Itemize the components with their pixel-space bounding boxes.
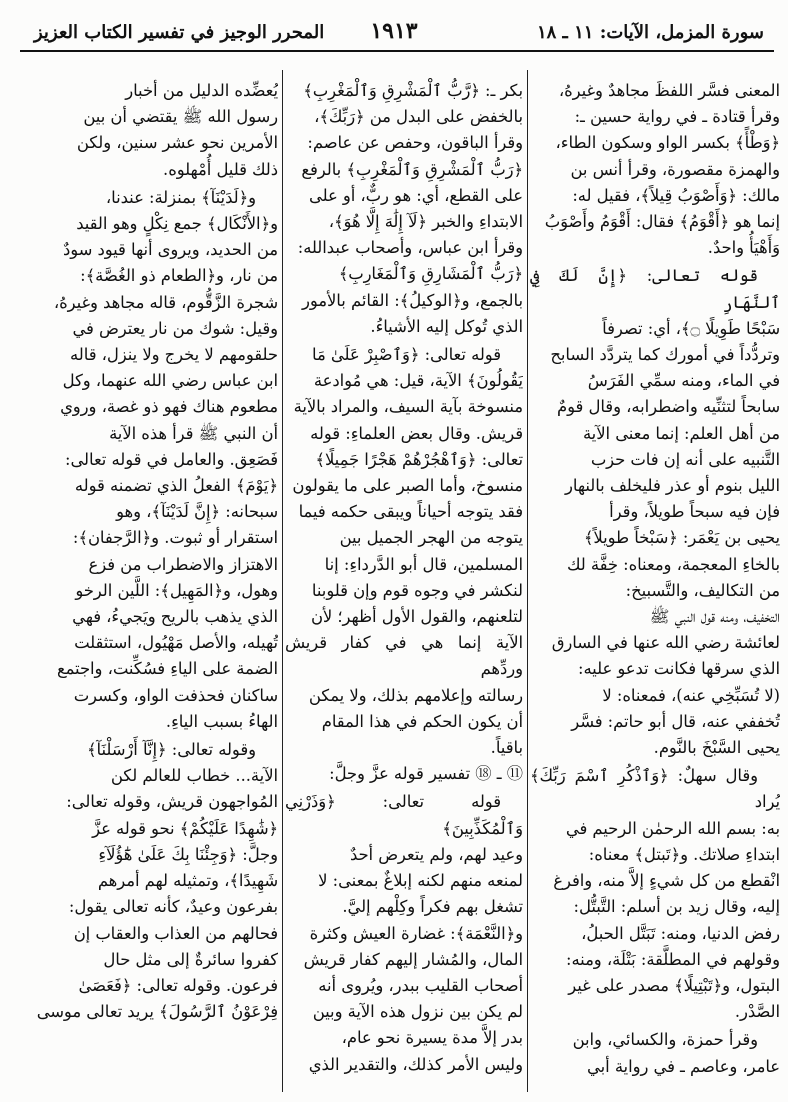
text-line: الليل بنوم أو عذر فليخلف بالنهار — [565, 476, 780, 496]
text-line: الصَّدْر. — [734, 1002, 780, 1022]
text-line: بكر ـ: ﴿رَّبُّ ٱلْمَشْرِقِ وَٱلْمَغْرِبِ﴾ — [303, 81, 523, 100]
text-line: (لا تُسَبِّخِي عنه)، فمعناه: لا — [602, 685, 780, 705]
text-line: يتوجه من الهجر الجميل بين — [339, 528, 523, 548]
text-line: من نار، و﴿الطعام ذو الغُصَّة﴾: — [80, 266, 278, 286]
header-rule — [20, 50, 774, 52]
text-line: التخفيف، ومنه قول النبي ﷺ — [649, 607, 780, 627]
text-line: فرعون. وقوله تعالى: ﴿فَعَصَىٰ — [78, 975, 278, 995]
text-line: الذي يذهب بالريح ويَجيءُ، فهي — [72, 607, 278, 627]
text-line: سبحانه: ﴿إِنَّ لَدَيْنَآ﴾، وهو — [116, 502, 278, 522]
text-line: ابتداءِ صلاتك. و﴿تَبتل﴾ معناه: — [588, 844, 780, 864]
text-line: وقرأ حمزة، والكسائي، وابن — [572, 1030, 758, 1050]
text-line: يحيى بن يَعْمَر: ﴿سَبْخاً طويلاً﴾ — [583, 528, 780, 548]
text-line: وقال سهلٌ: ﴿وَٱذْكُرِ ٱسْمَ رَبِّكَ﴾ يُراد — [530, 766, 780, 812]
text-line: والهمزة مقصورة، وقرأ أنس بن — [570, 159, 780, 179]
text-line: باقياً. — [490, 738, 523, 758]
text-line: قريش. وقال بعض العلماءِ: قوله — [310, 423, 523, 443]
text-line: وعيد لهم، ولم يتعرض أحدٌ — [349, 844, 523, 864]
text-line: يحيى السَّبْخَ بالنَّوم. — [653, 738, 780, 758]
text-line: رسالته وإعلامهم بذلك، ولا يمكن — [308, 685, 523, 705]
text-column-right — [530, 78, 780, 1088]
text-line: ﴿يَوْمَ﴾ الفعلُ الذي تضمنه قوله — [74, 476, 278, 496]
text-line: حلقومهم لا يخرج ولا ينزل، قاله — [70, 345, 278, 365]
text-line: شَهِيدًا﴾، وتمثيله لهم أمرهم — [97, 871, 278, 891]
text-line: لنكشر في وجوه قوم وإن قلوبنا — [311, 580, 523, 600]
text-line: وقرأ الباقون، وحفص عن عاصم: — [307, 133, 523, 153]
text-line: سَبْحًا طَوِيلًا ۝﴾، أي: تصرفاً — [602, 318, 780, 338]
text-line: فحالهم من العذاب والعقاب إن — [73, 923, 278, 943]
text-line: و﴿لَدَيْنَآ﴾ بمنزلة: عندنا، — [105, 187, 256, 207]
text-column-left — [35, 78, 278, 1088]
text-line: وقرأ قتادة ـ في رواية حسين ـ: — [574, 107, 780, 127]
text-line: وجلَّ: ﴿وَجِئْنَا بِكَ عَلَىٰ هَٰٓؤُلَآءِ — [98, 844, 278, 864]
text-line: قوله تعالى: ﴿إِنَّ لَكَ فِي ٱلنَّهَارِ — [530, 266, 780, 312]
text-line: لعائشة رضي الله عنها في السارق — [551, 633, 780, 653]
text-line: بالجمع، و﴿الوكيلُ﴾: القائم بالأمور — [302, 290, 523, 310]
text-line: فقد يتوجه أحياناً ويبقى حكمه فيما — [298, 502, 523, 522]
text-line: تشغل بهم فكراً وكِلْهم إليَّ. — [342, 897, 523, 917]
text-line: ⑪ ـ ⑱ تفسير قوله عزَّ وجلَّ: — [329, 764, 523, 784]
text-line: رفض الدنيا، ومنه: تَبَتَّل الحبلُ، — [581, 923, 780, 943]
text-line: بالخاءِ المعجمة، ومعناه: خِفَّة لك — [567, 554, 780, 574]
text-line: يُعضِّده الدليل من أخبار — [125, 81, 278, 100]
text-line: وهول، و﴿المَهِيل﴾: اللَّين الرخو — [75, 580, 278, 600]
text-line: بدر إلاَّ مدة يسيرة نحو عام، — [341, 1028, 523, 1048]
text-column-middle — [285, 78, 523, 1088]
text-line: تُخففي عنه، قال أبو حاتم: فسَّر — [571, 711, 780, 731]
text-line: الأمرين نحو عشر سنين، ولكن — [76, 133, 278, 153]
column-divider — [282, 70, 283, 1092]
text-line: سابحاً لتثنِّيه واضطرابه، وقال قومٌ — [557, 397, 780, 417]
text-line: قوله تعالى: ﴿وَٱصْبِرْ عَلَىٰ مَا — [312, 345, 501, 365]
text-line: من الحديد، ويروى أنها قيود سودٌ — [62, 240, 278, 260]
text-line: المسلمين، قال أبو الدَّرداءِ: إنا — [324, 554, 523, 574]
text-line: انْقطع من كل شيءٍ إلاَّ منه، وافرغ — [553, 871, 780, 891]
book-title: المحرر الوجيز في تفسير الكتاب العزيز — [34, 22, 325, 43]
text-line: الذي تُوكل إليه الأشياءُ. — [370, 316, 523, 336]
surah-title: سورة المزمل، الآيات: ١١ ـ ١٨ — [536, 22, 764, 43]
text-line: ﴿شَٰهِدًا عَلَيْكُمْ﴾ نحو قوله عزَّ — [92, 818, 278, 838]
text-line: الاهتزاز والاضطراب من فزع — [88, 554, 278, 574]
text-line: كفروا سائرةٌ إلى مثل حال — [103, 949, 278, 969]
text-line: أن النبي ﷺ قرأ هذه الآية — [109, 423, 278, 443]
text-line: وليس الأمر كذلك، والتقدير الذي — [308, 1054, 523, 1074]
text-line: على القطع، أي: هو ربٌّ، أو على — [309, 185, 523, 205]
text-line: به: بسم الله الرحمٰن الرحيم في — [565, 818, 780, 838]
text-line: المُواجهون قريش، وقوله تعالى: — [66, 792, 278, 812]
text-line: منسوخ، وأما الصبر على ما يقولون — [292, 476, 523, 496]
text-line: و﴿النَّعْمَة﴾: غضارة العيش وكثرة — [309, 923, 523, 943]
text-line: ﴿رَبُّ ٱلْمَشْرِقِ وَٱلْمَغْرِبِ﴾ بالرفع — [301, 159, 523, 179]
text-line: فَصَعِق. والعامل في قوله تعالى: — [64, 449, 278, 469]
text-line: ابن عباس رضي الله عنهما، وكل — [62, 371, 278, 391]
text-line: لتلعنهم، والقول الأول أظهر؛ لأن — [310, 607, 523, 627]
text-line: شجرة الزَّقُّوم، قاله مجاهد وغيرهُ، — [53, 292, 278, 312]
page-header — [14, 14, 774, 48]
text-line: وقوله تعالى: ﴿إِنَّآ أَرْسَلْنَآ﴾ — [86, 740, 256, 760]
text-line: وَأَهْيَأُ واحدٌ. — [707, 238, 780, 258]
text-line: إنما هو ﴿أَقْوَمُ﴾ فقال: أَقْوَمُ وأَصْوَبُ — [544, 212, 780, 232]
text-line: استقرار أو ثبوت. و﴿الرَّجفان﴾: — [72, 528, 278, 548]
text-line: بالخفض على البدل من ﴿رَبِّكَ﴾، — [314, 107, 523, 127]
text-line: مطعوم هناك فهو ذو غصة، وروي — [60, 397, 278, 417]
text-line: وقرأ ابن عباس، وأصحاب عبدالله: — [297, 238, 523, 258]
text-line: الهاءُ بسبب الياءِ. — [165, 711, 278, 731]
text-line: من أهل العلم: إنما معنى الآية — [582, 423, 780, 443]
text-line: المعنى فسَّر اللفظَ مجاهدٌ وغيرهُ، — [558, 81, 780, 100]
text-line: الآية... خطاب للعالم لكن — [110, 766, 278, 786]
page-number: ١٩١٣ — [370, 18, 418, 44]
text-line: من التكاليف، والتَّسبيخ: — [625, 580, 780, 600]
text-line: وتردُّداً في أمورك كما يتردَّد السابح — [550, 345, 780, 365]
text-line: تعالى: ﴿وَٱهْجُرْهُمْ هَجْرًا جَمِيلًا﴾ — [315, 449, 523, 469]
text-line: تُهيله، والأصل مَهْيُول، استثقلت — [74, 633, 278, 653]
column-divider — [527, 70, 528, 1092]
text-line: قوله تعالى: ﴿وَذَرْنِي وَٱلْمُكَذِّبِينَ﴾ — [285, 792, 523, 838]
text-line: ﴿وَطْأً﴾ بكسر الواو وسكون الطاء، — [555, 133, 780, 153]
text-line: وقولهم في المطلَّقة: بَتْلَة، ومنه: — [565, 949, 780, 969]
text-line: إليه، وقال زيد بن أسلم: التَّبتُّل: — [573, 897, 780, 917]
text-line: منسوخة بآية السيف، والمراد بالآية — [293, 397, 523, 417]
text-line: في الماء، ومنه سمِّي الفَرَسُ — [587, 371, 780, 391]
text-line: الآية إنما هي في كفار قريش وردِّهم — [285, 633, 523, 679]
text-line: أن يكون الحكم في هذا المقام — [321, 711, 523, 731]
text-line: ﴿رَبُّ ٱلْمَشَارِقِ وَٱلْمَغَارِبِ﴾ — [338, 264, 523, 284]
text-line: التَّنبيه على أنه إن فات حزب — [590, 449, 780, 469]
text-line: البتول، و﴿تَبْتِيلًا﴾ مصدر على غير — [568, 975, 780, 995]
text-line: لمنعه منهم لكنه إبلاغٌ بمعنى: لا — [318, 871, 523, 891]
text-line: يَقُولُونَ﴾ الآية، قيل: هي مُوادعة — [313, 371, 523, 391]
text-line: الضمة على الياءِ فسُكِّنت، واجتمع — [56, 659, 278, 679]
text-line: الذي سرقها فكانت تدعو عليه: — [577, 659, 780, 679]
text-line: المال، والمُشار إليهم كفار قريش — [303, 949, 523, 969]
text-line: ذلك قليل أُمْهلوه. — [163, 159, 278, 179]
text-line: و﴿الأَنْكَال﴾ جمع نِكْلٍ وهو القيد — [76, 214, 278, 234]
text-line: الابتداءِ والخبر ﴿لَآ إِلَٰهَ إِلَّا هُوَ﴾، — [328, 212, 523, 232]
text-line: فِرْعَوْنُ ٱلرَّسُولَ﴾ يريد تعالى موسى — [36, 1002, 278, 1022]
text-line: لم يكن بين نزول هذه الآية وبين — [312, 1002, 523, 1022]
text-line: فإن فيه سبحاً طويلاً، وقرأ — [609, 502, 780, 522]
text-line: وقيل: شوك من نار يعترض في — [72, 318, 278, 338]
text-line: عامر، وعاصم ـ في رواية أبي — [587, 1056, 780, 1076]
text-line: مالك: ﴿وَأَصْوَبُ قِيلاً﴾، فقيل له: — [572, 185, 780, 205]
text-line: أصحاب القليب ببدر، ويُروى أنه — [318, 975, 523, 995]
text-line: رسول الله ﷺ يقتضي أن بين — [83, 107, 278, 127]
text-line: بفرعون وعيدٌ، كأنه تعالى يقول: — [68, 897, 278, 917]
text-line: ساكنان فحذفت الواو، وكسرت — [73, 685, 278, 705]
